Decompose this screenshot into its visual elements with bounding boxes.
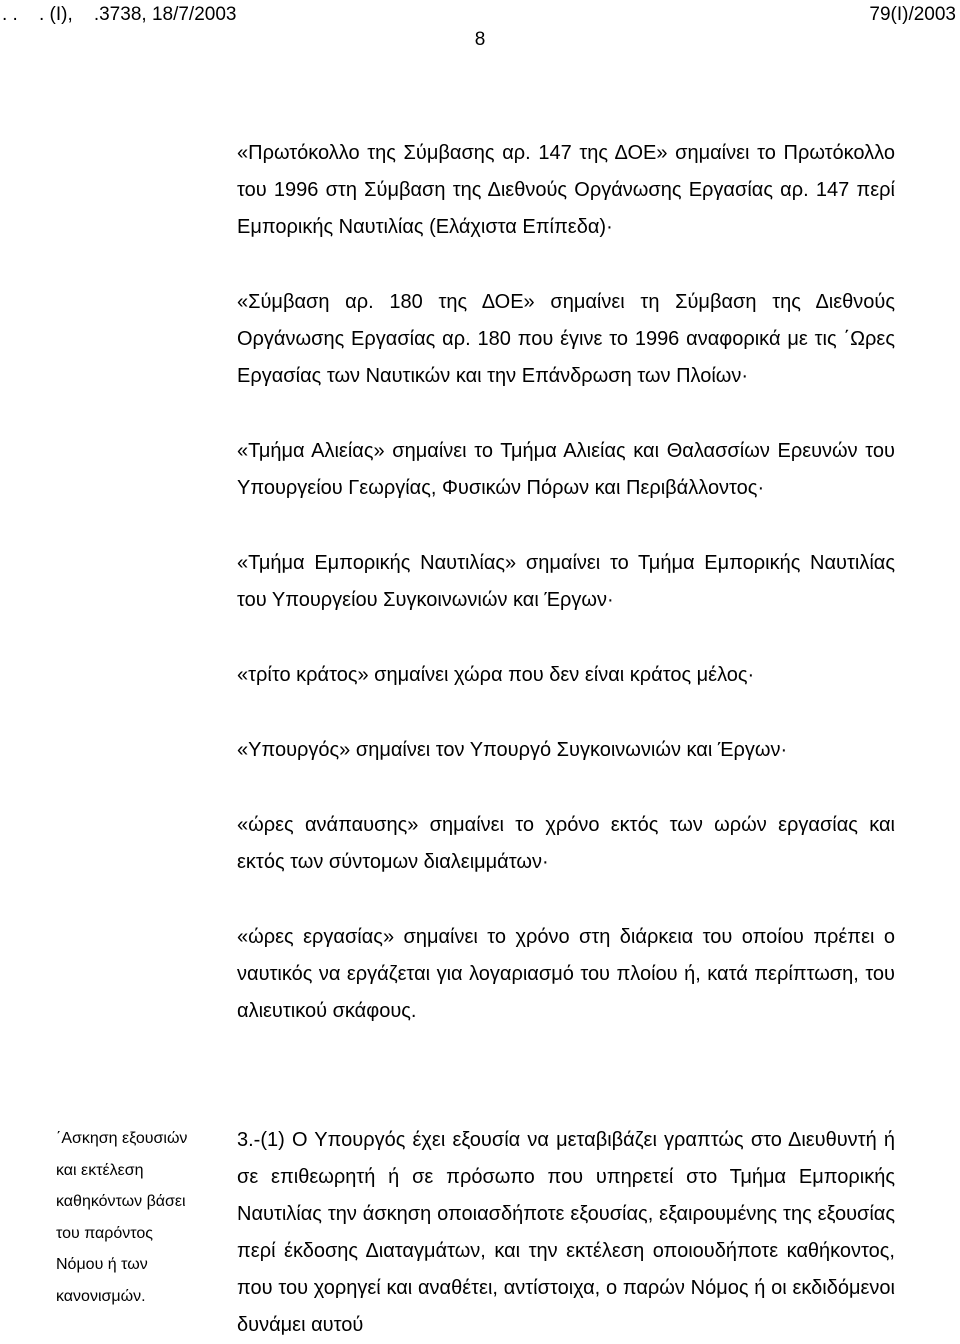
header-law-reference: . . . (I), .3738, 18/7/2003 [2, 4, 237, 25]
definition-paragraph: «Τμήμα Αλιείας» σημαίνει το Τμήμα Αλιείας και Θαλασσίων Ερευνών του Υπουργείου Γεωργίας, Φυσικών Πόρων και Περιβάλλοντος· [237, 440, 895, 499]
article-paragraph: 3.-(1) Ο Υπουργός έχει εξουσία να μεταβιβάζει γραπτώς στο Διευθυντή ή σε επιθεωρητή ή σε πρόσωπο που υπηρετεί στο Τμήμα Εμπορικής Ναυτιλίας την άσκηση οποιασδήποτε εξουσίας, εξαιρουμένης της εξουσίας περί έκδοσης Διαταγμάτων, και την εκτέλεση οποιουδήποτε καθήκοντος, που του χορηγεί και αναθέτει, αντίστοιχα, ο παρών Νόμος ή οι εκδιδόμενοι δυνάμει αυτού [237, 1129, 895, 1336]
margin-note-line: κανονισμών. [56, 1287, 146, 1305]
margin-note-line: Νόμου ή των [56, 1256, 148, 1273]
header-law-number: 79(I)/2003 [869, 4, 956, 25]
definitions-list [237, 135, 895, 1030]
margin-note-line: του παρόντος [56, 1224, 153, 1242]
definition-paragraph: «ώρες εργασίας» σημαίνει το χρόνο στη διάρκεια του οποίου πρέπει ο ναυτικός να εργάζεται για λογαριασμό του πλοίου ή, κατά περίπτωση, του αλιευτικού σκάφους. [237, 926, 895, 1022]
definition-paragraph: «Πρωτόκολλο της Σύμβασης αρ. 147 της ΔΟΕ» σημαίνει το Πρωτόκολλο του 1996 στη Σύμβαση της Διεθνούς Οργάνωσης Εργασίας αρ. 147 περί Εμπορικής Ναυτιλίας (Ελάχιστα Επίπεδα)· [237, 142, 895, 238]
margin-note-line: καθηκόντων βάσει [56, 1193, 186, 1210]
margin-note [56, 1123, 216, 1312]
definition-paragraph: «Σύμβαση αρ. 180 της ΔΟΕ» σημαίνει τη Σύμβαση της Διεθνούς Οργάνωσης Εργασίας αρ. 180 που έγινε το 1996 αναφορικά με τις ΄Ωρες Εργασίας των Ναυτικών και την Επάνδρωση των Πλοίων· [237, 291, 895, 387]
margin-note-line: και εκτέλεση [56, 1161, 144, 1179]
definition-paragraph: «Τμήμα Εμπορικής Ναυτιλίας» σημαίνει το Τμήμα Εμπορικής Ναυτιλίας του Υπουργείου Συγκοινωνιών και Έργων· [237, 552, 895, 611]
page-header [0, 4, 960, 30]
article-section [237, 1122, 895, 1344]
definition-paragraph: «ώρες ανάπαυσης» σημαίνει το χρόνο εκτός των ωρών εργασίας και εκτός των σύντομων διαλειμμάτων· [237, 814, 895, 873]
definition-paragraph: «τρίτο κράτος» σημαίνει χώρα που δεν είναι κράτος μέλος· [237, 664, 755, 686]
margin-note-line: ΄Ασκηση εξουσιών [56, 1130, 188, 1147]
page-number: 8 [474, 29, 486, 50]
definition-paragraph: «Υπουργός» σημαίνει τον Υπουργό Συγκοινωνιών και Έργων· [237, 739, 788, 761]
